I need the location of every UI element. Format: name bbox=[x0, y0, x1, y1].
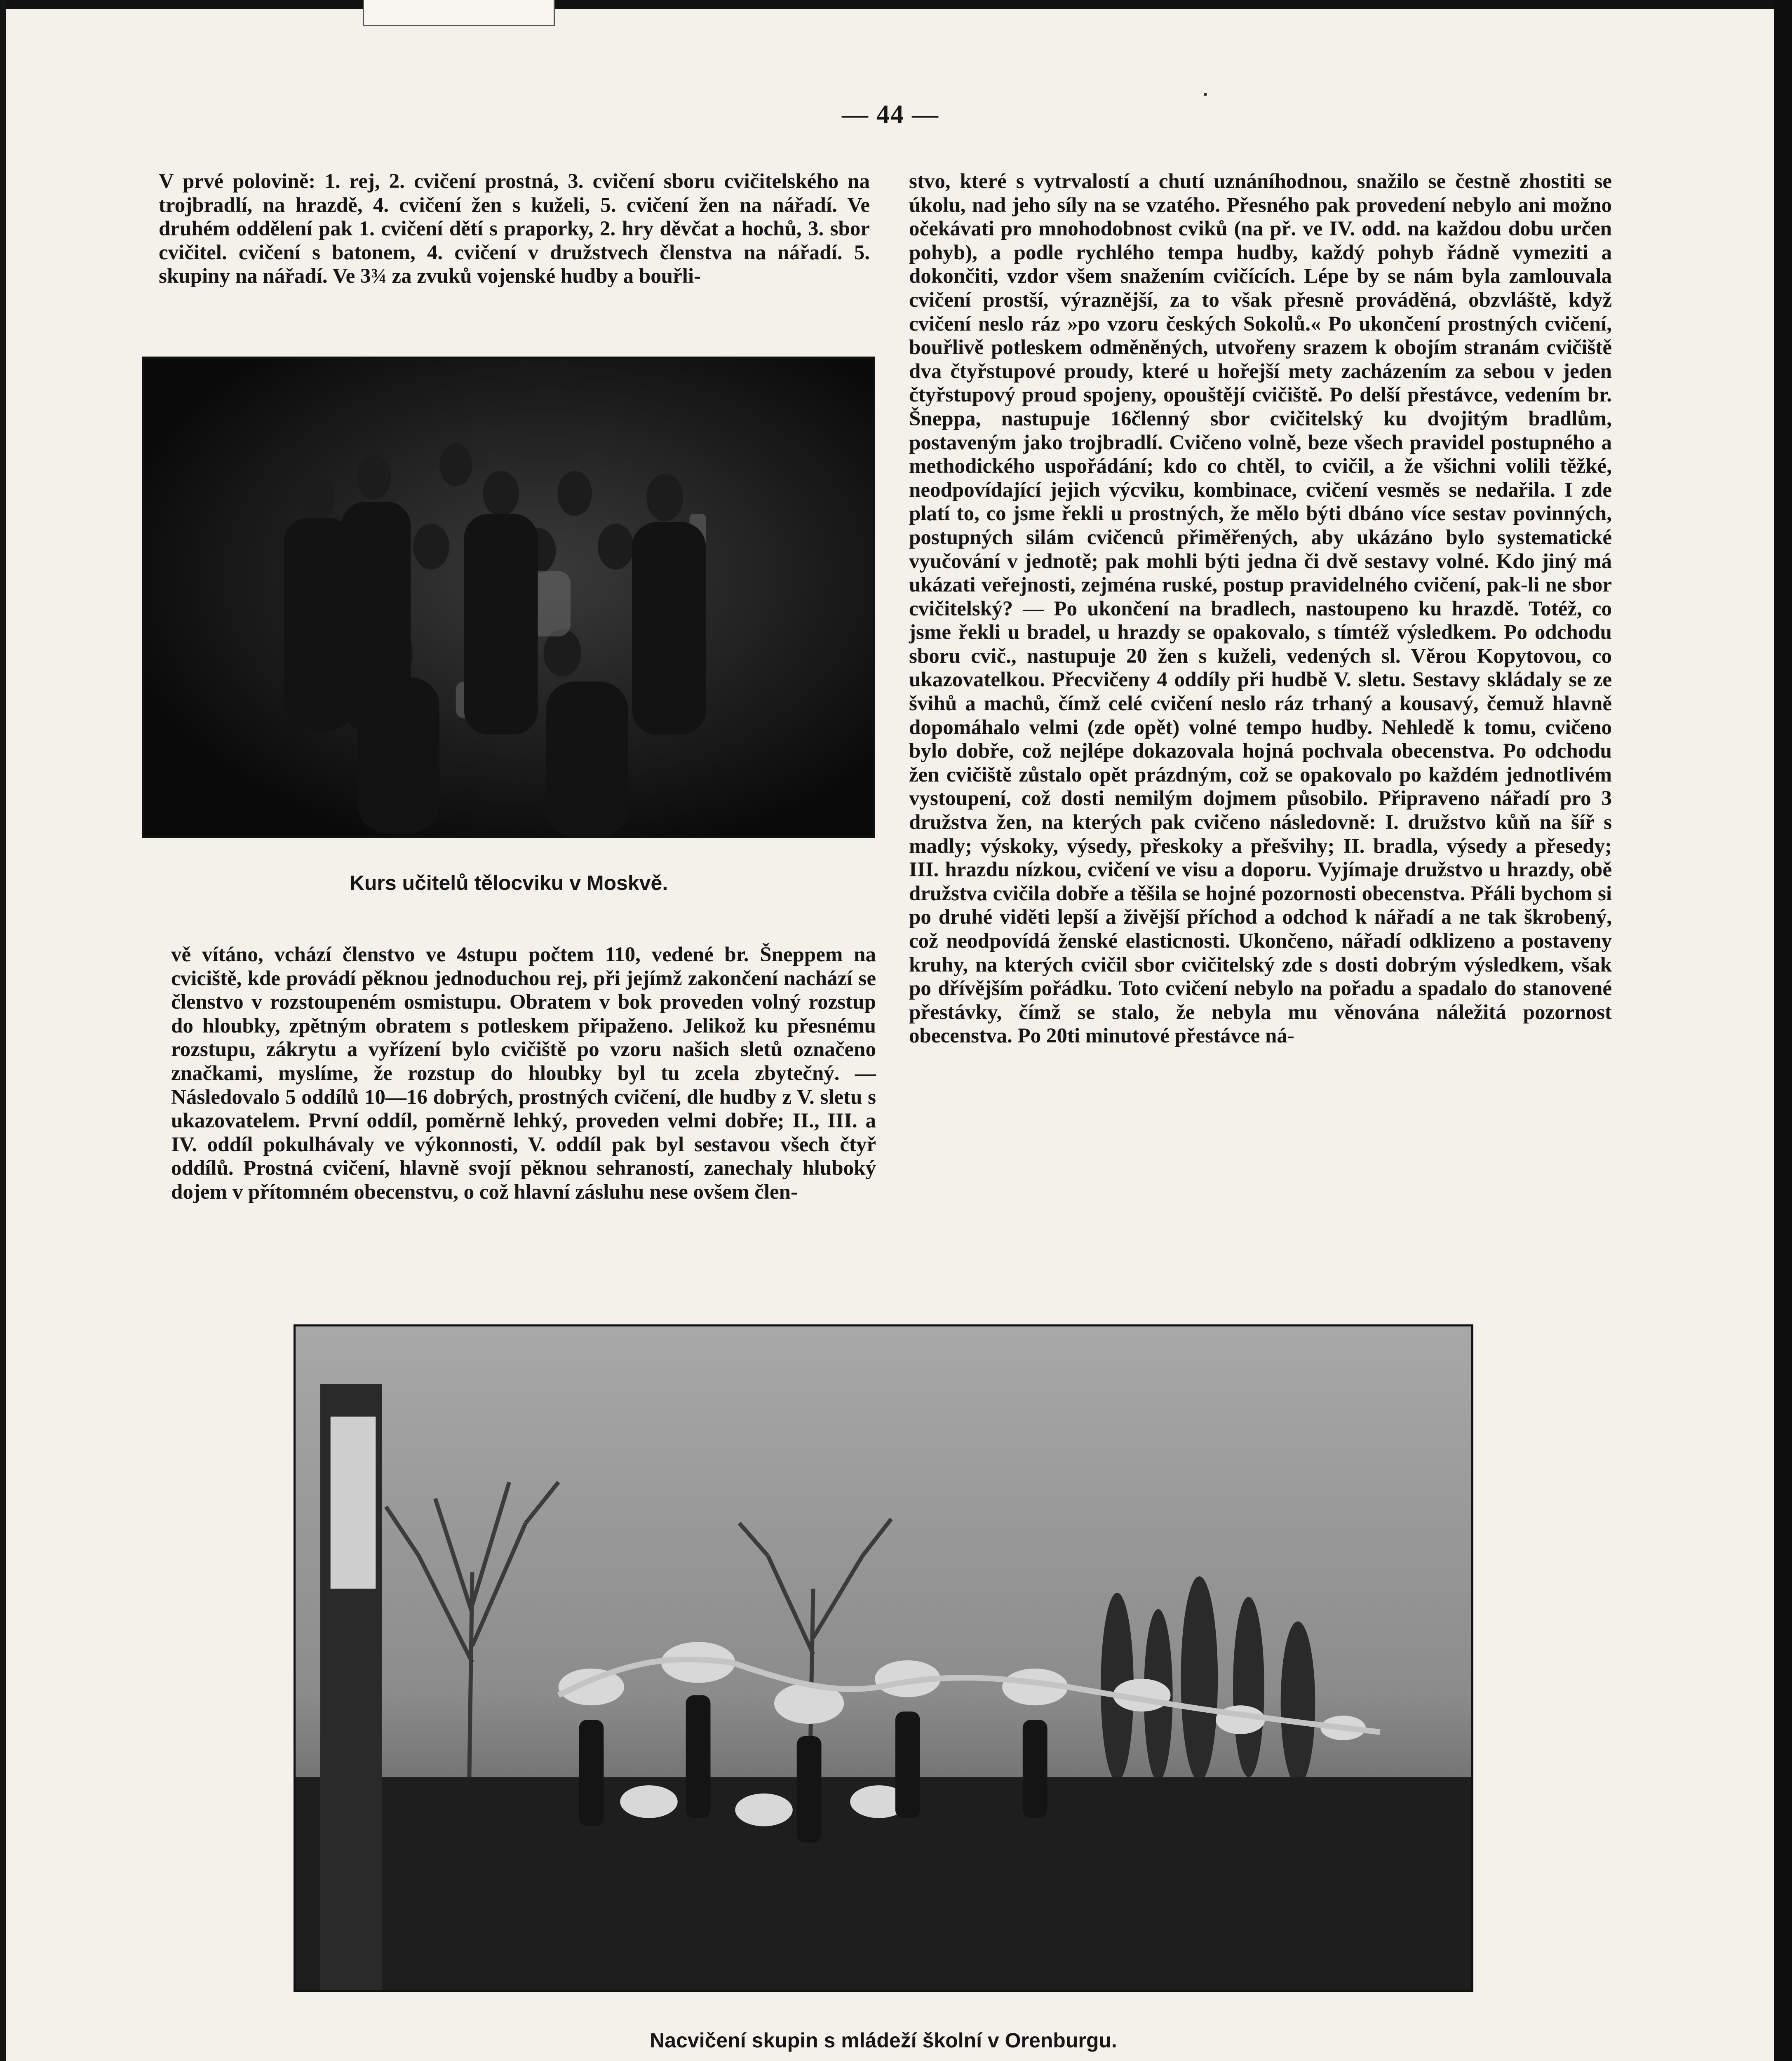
caption-top: Kurs učitelů tělocviku v Moskvě. bbox=[349, 871, 668, 894]
left-column-top bbox=[159, 170, 870, 289]
scan-border-left bbox=[0, 0, 6, 2061]
right-column bbox=[909, 170, 1612, 1048]
scan-border-top bbox=[0, 0, 1792, 9]
paragraph: vě vítáno, vchází členstvo ve 4stupu počtem 110, vedené br. Šneppem na cviciště, kde provádí pěknou jednoduchou rej, při jejímž zakončení nachází se členstvo v rozstoupeném osmistupu. Obratem v bok proveden volný rozstup do hloubky, zpětným obratem s potleskem připaženo. Jelikož ku přesnému rozstupu, zákrytu a vyřízení bylo cvičiště po vzoru našich sletů označeno značkami, myslíme, že rozstup do hloubky byl tu zcela zbytečný. — Následovalo 5 oddílů 10—16 dobrých, prostných cvičení, dle hudby z V. sletu s ukazovatelem. První oddíl, poměrně lehký, proveden velmi dobře; II., III. a IV. oddíl pokulhávaly ve výkonnosti, V. oddíl pak byl sestavou všech čtyř oddílů. Prostná cvičení, hlavně svojí pěknou sehraností, zanechaly hluboký dojem v přítomném obecenstvu, o což hlavní zásluhu nese ovšem člen- bbox=[171, 943, 876, 1204]
caption-bottom: Nacvičení skupin s mládeží školní v Orenburgu. bbox=[650, 2029, 1117, 2052]
paragraph: stvo, které s vytrvalostí a chutí uznáníhodnou, snažilo se čestně zhostiti se úkolu, nad jeho síly na se vzatého. Přesného pak provedení nebylo ani možno očekávati pro mnohodobnost cviků (na př. ve IV. odd. na každou dobu určen pohyb), a podle rychlého tempa hudby, každý pohyb řádně vymeziti a dokončiti, vzdor všem snažením cvičících. Lépe by se nám byla zamlouvala cvičení prostší, výraznější, za to však přesně prováděná, obzvláště, když cvičení neslo ráz »po vzoru českých Sokolů.« Po ukončení prostných cvičení, bouřlivě potleskem odměněných, utvořeny srazem k obojím stranám cvičiště dva čtyřstupové proudy, které u hořejší mety zacházením za sebou v jeden čtyřstupový proud spojeny, opouštějí cvičiště. Po delší přestávce, vedením br. Šneppa, nastupuje 16členný sbor cvičitelský ku dvojitým bradlům, postaveným jako trojbradlí. Cvičeno volně, beze všech pravidel postupného a methodického uspořádání; kdo co chtěl, to cvičil, a že všichni volili těžké, neodpovídající jejich výcviku, kombinace, cvičení vesměs se nedařila. I zde platí to, co jsme řekli u prostných, že mělo býti dbáno více sestav povinných, postupných silám cvičenců přiměřených, aby ukázáno bylo systematické vyučování v jednotě; pak mohli býti jedna či dvě sestavy volné. Kdo jiný má ukázati veřejnosti, zejména ruské, postup pravidelného cvičení, pak-li ne sbor cvičitelský? — Po ukončení na bradlech, nastoupeno ku hrazdě. Totéž, co jsme řekli u bradel, u hrazdy se opakovalo, s tímtéž výsledkem. Po odchodu sboru cvič., nastupuje 20 žen s kuželi, vedených sl. Věrou Kopytovou, co ukazovatelkou. Přecvičeny 4 oddíly při hudbě V. sletu. Sestavy skládaly se ze švihů a machů, čímž celé cvičení neslo ráz trhaný a kousavý, čemuž hlavně dopomáhalo velmi (zde opět) volné tempo hudby. Nehledě k tomu, cvičeno bylo dobře, což nejlépe dokazovala hojná pochvala obecenstva. Po odchodu žen cvičiště zůstalo opět prázdným, což se opakovalo po každém jednotlivém vystoupení, což dosti nemilým dojmem působilo. Připraveno nářadí pro 3 družstva žen, na kterých pak cvičeno následovně: I. družstvo kůň na šíř s madly; výskoky, výsedy, přeskoky a přešvihy; II. bradla, výsedy a přesedy; III. hrazdu nízkou, cvičení ve visu a doporu. Vyjímaje družstvo u hrazdy, obě družstva cvičila dobře a těšila se hojné pozornosti obecenstva. Přáli bychom si po druhé viděti lepší a živější příchod a odchod k nářadí a ne tak škrobený, což neodpovídá ženské elasticnosti. Ukončeno, nářadí odklizeno a postaveny kruhy, na kterých cvičil sbor cvičitelský zde s dosti dobrým výsledkem, však po dřívějším pořádku. Toto cvičení nebylo na pořadu a spadalo do stanovené přestávky, čímž se stalo, že nebyla mu věnována náležitá pozornost obecenstva. Po 20ti minutové přestávce ná- bbox=[909, 170, 1612, 1048]
outdoor-group-exercise-image bbox=[296, 1326, 1471, 1990]
paragraph: V prvé polovině: 1. rej, 2. cvičení prostná, 3. cvičení sboru cvičitelského na trojbradlí, na hrazdě, 4. cvičení žen s kuželi, 5. cvičení žen na nářadí. Ve druhém oddělení pak 1. cvičení dětí s praporky, 2. hry děvčat a hochů, 3. sbor cvičitel. cvičení s batonem, 4. cvičení v družstvech členstva na nářadí. 5. skupiny na nářadí. Ve 3¾ za zvuků vojenské hudby a bouřli- bbox=[159, 170, 870, 288]
photo-orenburg-youth bbox=[294, 1324, 1473, 1992]
group-portrait-image bbox=[144, 359, 873, 836]
scan-speck bbox=[1204, 93, 1207, 96]
page-number: — 44 — bbox=[842, 99, 939, 129]
scan-tab-mark bbox=[363, 0, 555, 26]
left-column-bottom bbox=[171, 943, 876, 1204]
photo-moscow-course bbox=[142, 357, 875, 838]
scan-border-right bbox=[1774, 0, 1792, 2061]
